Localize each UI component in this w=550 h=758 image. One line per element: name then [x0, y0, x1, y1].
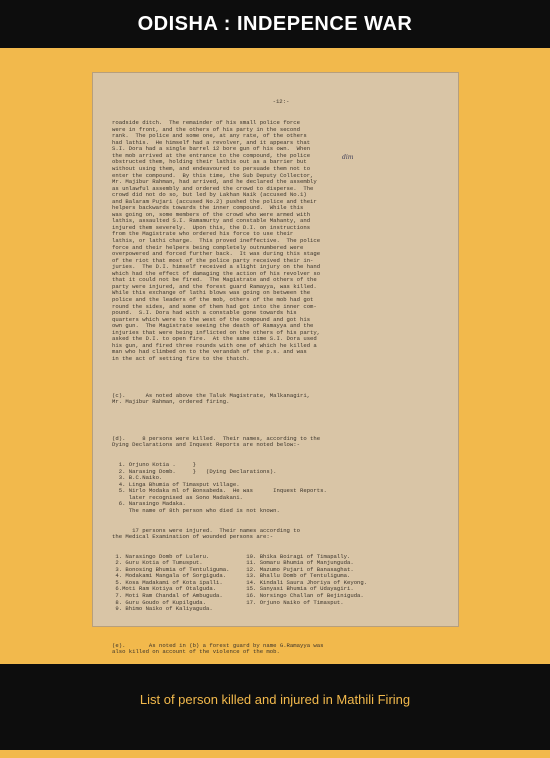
text-line: that it could not be fired. The Magistrate and others of the — [112, 276, 317, 284]
text-line: 8. Guru Goudo of Kupilguda. 17. Orjuno Naiko of Timasput. — [112, 598, 344, 606]
text-line: While this exchange of lathi blows was going on between the — [112, 289, 311, 297]
text-line: 1. Orjuno Kotia . } — [112, 461, 196, 469]
text-line: enter the compound. By this time, the Sub Deputy Collector, — [112, 171, 314, 179]
text-line: juries. The D.I. himself received a slight injury on the hand — [112, 263, 321, 271]
text-line: injuries that were being inflicted on the others of his party, — [112, 328, 321, 336]
text-line: own gun. The Magistrate seeing the death of Ramayya and the — [112, 322, 314, 330]
text-line: quarters which were to the west of the compound and got his — [112, 315, 311, 323]
text-line: injured them severely. Upon this, the D.I. on instructions — [112, 223, 311, 231]
text-line: 5. Kosa Madakami of Kota ipalli. 14. Kindali Saura Jhoriya of Keyong. — [112, 578, 368, 586]
text-line: 4. Linga Bhumia of Timasput village. — [112, 480, 240, 488]
paragraph-e — [112, 643, 450, 656]
text-line: 1. Narasingo Domb of Luleru. 10. Bhika Boiragi of Timapally. — [112, 552, 351, 560]
text-line: the mob arrived at the entrance to the compound, the police — [112, 151, 311, 159]
text-line: round the sides, and some of them had got into the inner com- — [112, 302, 317, 310]
text-line: later recognised as Sono Madakani. — [112, 493, 243, 501]
text-line: 2. Guru Kotia of Tumusput. 11. Somaru Bhumia of Manjunguda. — [112, 559, 354, 567]
text-line: (c). As noted above the Taluk Magistrate, Malkanagiri, — [112, 391, 311, 399]
text-line: 4. Modakami Mangala of Sorgiguda. 13. Bhallu Domb of Tentuliguma. — [112, 572, 351, 580]
text-line: obstructed them, holding their lathis out as a barrier but — [112, 158, 307, 166]
page-number: -12:- — [272, 98, 290, 106]
text-line: Dying Declarations and Inquest Reports are noted below:- — [112, 441, 300, 449]
paragraph-d — [112, 436, 450, 449]
text-line: was going on, some members of the crowd who were armed with — [112, 210, 311, 218]
text-line: the Medical Examination of wounded persons are:- — [112, 533, 274, 541]
killed-list — [112, 462, 450, 514]
text-line: (e). As noted in (b) a forest guard by name G.Ramayya was — [112, 641, 324, 649]
text-line: party were injured, and the forest guard Ramayya, was killed. — [112, 282, 317, 290]
paragraph-c — [112, 393, 450, 406]
text-line: man who had climbed on to the verandah of the p.s. and was — [112, 348, 307, 356]
text-line: Mr. Majibur Rahman, had arrived, and he declared the assembly — [112, 178, 317, 186]
text-line: crowd did not do so, but led by Lakhan Naik (accused No.1) — [112, 191, 307, 199]
text-line: in the act of setting fire to the thatch. — [112, 354, 250, 362]
text-line: were in front, and the others of his party in the second — [112, 125, 300, 133]
text-line: force and their helpers being completely outnumbered were — [112, 243, 304, 251]
text-line: pound. S.I. Dora had with a constable gone towards his — [112, 309, 297, 317]
text-line: as unlawful assembly and ordered the crowd to disperse. The — [112, 184, 314, 192]
injured-list — [112, 554, 450, 613]
text-line: 6.Moti Ram Kotiya of Otalguda. 15. Sanyasi Bhumia of Udayagiri. — [112, 585, 354, 593]
text-line: his gun, and fired three rounds with one of which he killed a — [112, 341, 317, 349]
text-line: of the riot that most of the police party received their in- — [112, 256, 314, 264]
text-line: 6. Narasingo Madaka. — [112, 500, 186, 508]
text-line: helpers backwards towards the inner compound. While this — [112, 204, 304, 212]
text-line: had lathis. He himself had a revolver, and it appears that — [112, 138, 311, 146]
text-line: lathis, or lathi charge. This proved ineffective. The police — [112, 237, 321, 245]
text-line: 17 persons were injured. Their names according to — [112, 526, 300, 534]
text-line: 3. Bonosing Bhumia of Tentuliguma. 12. Mazumo Pujari of Banasaghat. — [112, 565, 354, 573]
text-line: 5. Nirlo Modaka ml of Bonsabeda. He was Inquest Reports. — [112, 487, 327, 495]
footer-caption: List of person killed and injured in Mathili Firing — [139, 692, 411, 707]
text-line: S.I. Dora had a single barrel 12 bore gun of his own. When — [112, 145, 311, 153]
document-scan — [92, 72, 459, 656]
text-line: lathis, assaulted S.I. Ramamurty and constable Mahanty, and — [112, 217, 311, 225]
text-line: and Balaram Pujari (accused No.2) pushed the police and their — [112, 197, 317, 205]
text-line: rank. The police and some one, at any rate, of the others — [112, 132, 307, 140]
text-line: 3. B.C.Naiko. — [112, 474, 163, 482]
text-line: 2. Narasing Domb. } (Dying Declarations). — [112, 467, 277, 475]
handwritten-note: dim — [342, 154, 354, 161]
text-line: (d). 8 persons were killed. Their names, according to the — [112, 434, 321, 442]
injured-intro — [112, 528, 450, 541]
text-line: police and the leaders of the mob, others of the mob had got — [112, 295, 314, 303]
text-line: 9. Bhimo Naiko of Kaliyaguda. — [112, 605, 213, 613]
text-line: Mr. Majibur Rahman, ordered firing. — [112, 398, 230, 406]
paragraph-main — [112, 120, 450, 362]
footer-bar — [0, 664, 550, 750]
text-line: overpowered and forced further back. It was during this stage — [112, 250, 321, 258]
text-line: The name of 8th person who died is not known. — [112, 506, 280, 514]
text-line: which had the effect of damaging the action of his revolver so — [112, 269, 321, 277]
text-line: without using them, and endeavoured to persuade them not to — [112, 165, 311, 173]
text-line: from the Magistrate who ordered his force to use their — [112, 230, 294, 238]
page-title: ODISHA : INDEPENCE WAR — [137, 13, 413, 35]
text-line: also killed on account of the violence of the mob. — [112, 648, 280, 656]
document-text — [112, 84, 450, 758]
text-line: 7. Moti Ram Chandal of Ambuguda. 16. Norsingo Challan of Bejiniguda. — [112, 592, 364, 600]
text-line: roadside ditch. The remainder of his small police force — [112, 119, 300, 127]
text-line: asked the D.I. to open fire. At the same time S.I. Dora used — [112, 335, 317, 343]
